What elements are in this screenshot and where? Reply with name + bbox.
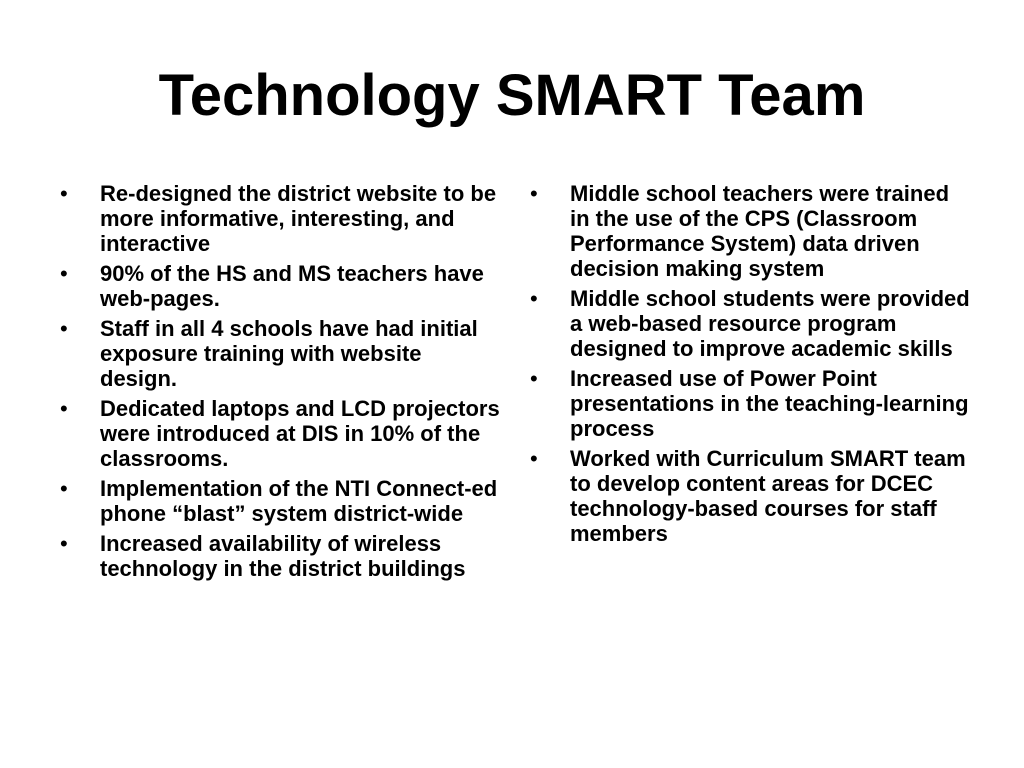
bullet-text: Re-designed the district website to be more informative, interesting, and interactive	[100, 181, 497, 256]
bullet-text: Middle school students were provided a web-based resource program designed to improve academic skills	[570, 286, 970, 361]
bullet-item	[530, 446, 970, 546]
bullet-icon: •	[60, 396, 68, 421]
bullet-item	[60, 476, 500, 526]
bullet-text: Staff in all 4 schools have had initial exposure training with website design.	[100, 316, 478, 391]
bullet-item	[60, 316, 500, 391]
bullet-text: Increased availability of wireless technology in the district buildings	[100, 531, 466, 581]
bullet-text: Increased use of Power Point presentations in the teaching-learning process	[570, 366, 969, 441]
bullet-item	[60, 531, 500, 581]
bullet-icon: •	[60, 476, 68, 501]
right-bullet-list	[530, 181, 970, 551]
bullet-text: 90% of the HS and MS teachers have web-pages.	[100, 261, 484, 311]
bullet-item	[530, 286, 970, 361]
slide-title: Technology SMART Team	[158, 63, 866, 128]
bullet-icon: •	[530, 181, 538, 206]
bullet-item	[530, 366, 970, 441]
bullet-icon: •	[60, 531, 68, 556]
bullet-icon: •	[530, 286, 538, 311]
bullet-text: Worked with Curriculum SMART team to develop content areas for DCEC technology-based courses for staff members	[570, 446, 966, 546]
bullet-icon: •	[60, 316, 68, 341]
bullet-item	[60, 181, 500, 256]
bullet-item	[60, 261, 500, 311]
bullet-icon: •	[60, 181, 68, 206]
bullet-icon: •	[530, 366, 538, 391]
bullet-item	[530, 181, 970, 281]
bullet-text: Middle school teachers were trained in the use of the CPS (Classroom Performance System) data driven decision making system	[570, 181, 950, 281]
bullet-text: Implementation of the NTI Connect-ed phone “blast” system district-wide	[100, 476, 498, 526]
bullet-text: Dedicated laptops and LCD projectors were introduced at DIS in 10% of the classrooms.	[100, 396, 500, 471]
left-bullet-list	[60, 181, 500, 586]
bullet-icon: •	[530, 446, 538, 471]
bullet-item	[60, 396, 500, 471]
bullet-icon: •	[60, 261, 68, 286]
